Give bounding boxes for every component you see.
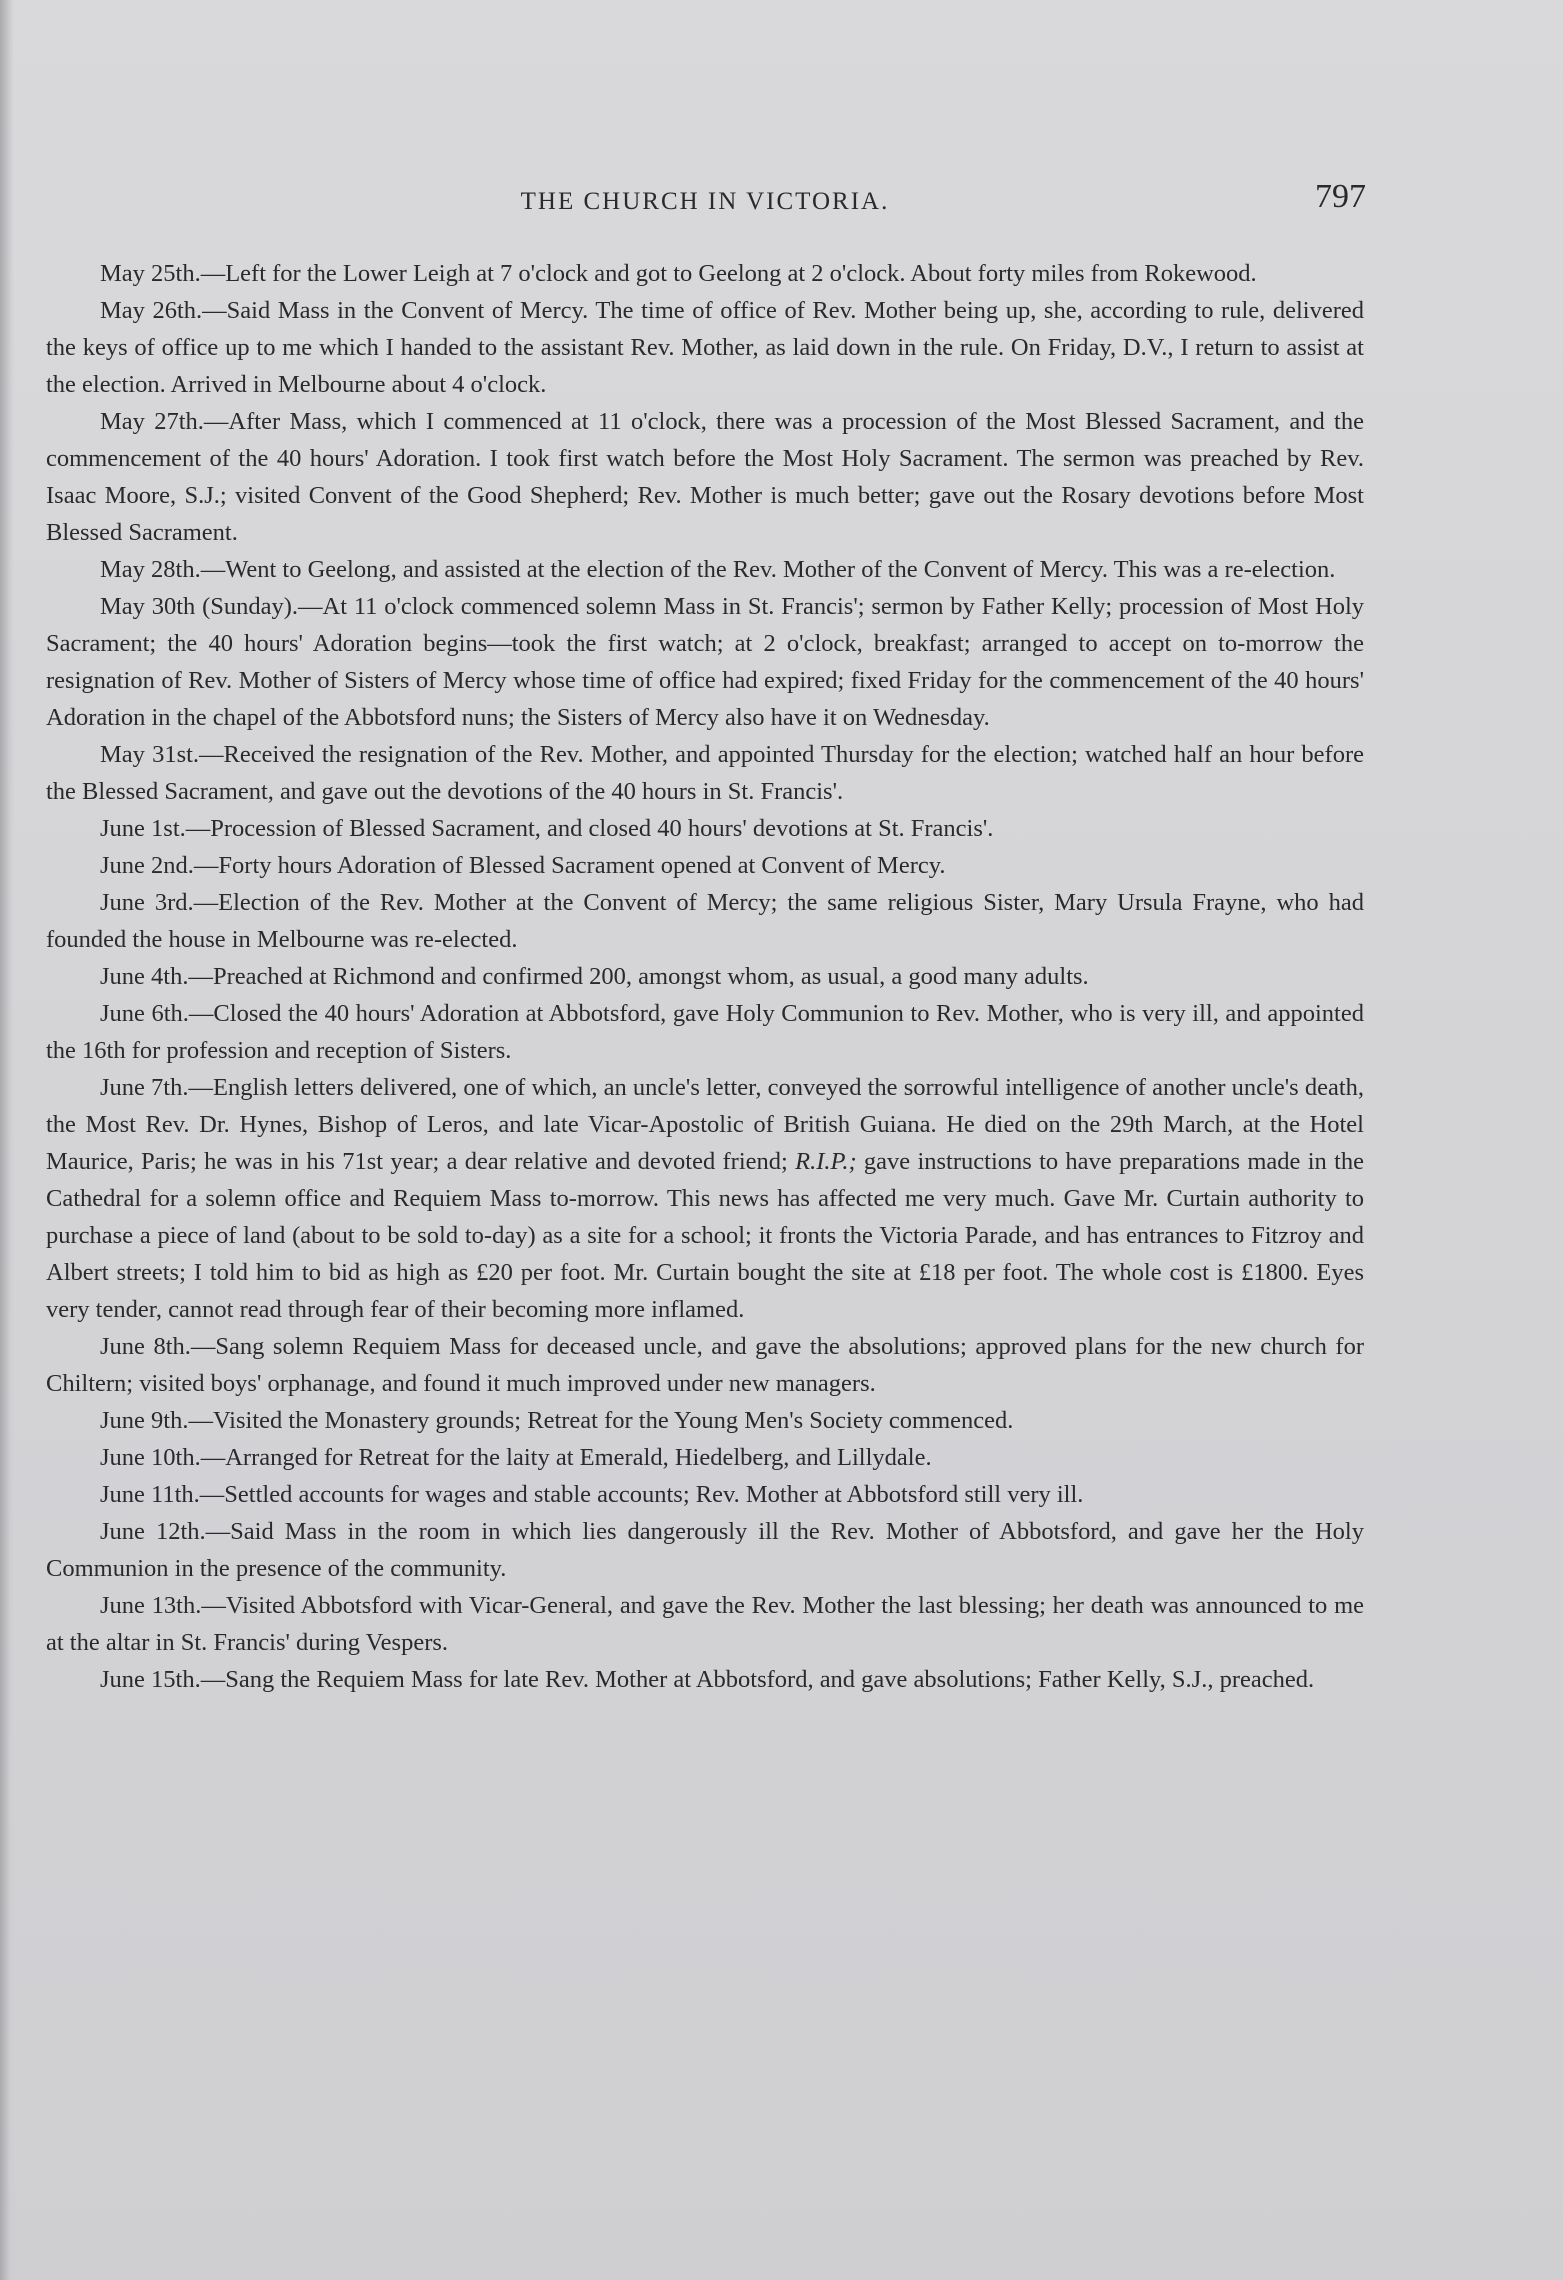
june-7-text-part-1: June 7th.—English letters delivered, one of which, an uncle's letter, conveyed the sorrowful intelligence of another uncle's death, the Most Rev. Dr. Hynes, Bishop of Leros, and late Vicar-Apostolic of British Guiana. He died on the 29th March, at the Hotel Maurice, Paris; he was in his 71st year; a dear relative and devoted friend; [46,1074,1364,1175]
diary-entry-june-3: June 3rd.—Election of the Rev. Mother at the Convent of Mercy; the same religious Sister, Mary Ursula Frayne, who had founded the house in Melbourne was re-elected. [46,889,1364,953]
diary-entry-june-10: June 10th.—Arranged for Retreat for the laity at Emerald, Hiedelberg, and Lillydale. [100,1444,932,1471]
rip-abbreviation: R.I.P.; [795,1148,857,1175]
diary-entry-june-9: June 9th.—Visited the Monastery grounds; Retreat for the Young Men's Society commenced. [100,1407,1014,1434]
diary-entry-may-25: May 25th.—Left for the Lower Leigh at 7 o'clock and got to Geelong at 2 o'clock. About forty miles from Rokewood. [100,260,1257,287]
diary-entry-june-7 [46,1069,1364,1328]
diary-entry-may-27: May 27th.—After Mass, which I commenced at 11 o'clock, there was a procession of the Most Blessed Sacrament, and the commencement of the 40 hours' Adoration. I took first watch before the Most Holy Sacrament. The sermon was preached by Rev. Isaac Moore, S.J.; visited Convent of the Good Shepherd; Rev. Mother is much better; gave out the Rosary devotions before Most Blessed Sacrament. [46,408,1364,546]
diary-entry-may-30: May 30th (Sunday).—At 11 o'clock commenced solemn Mass in St. Francis'; sermon by Father Kelly; procession of Most Holy Sacrament; the 40 hours' Adoration begins—took the first watch; at 2 o'clock, breakfast; arranged to accept on to-morrow the resignation of Rev. Mother of Sisters of Mercy whose time of office had expired; fixed Friday for the commencement of the 40 hours' Adoration in the chapel of the Abbotsford nuns; the Sisters of Mercy also have it on Wednesday. [46,593,1364,731]
diary-entry-may-26: May 26th.—Said Mass in the Convent of Mercy. The time of office of Rev. Mother being up, she, according to rule, delivered the keys of office up to me which I handed to the assistant Rev. Mother, as laid down in the rule. On Friday, D.V., I return to assist at the election. Arrived in Melbourne about 4 o'clock. [46,297,1364,398]
diary-entry-may-31: May 31st.—Received the resignation of the Rev. Mother, and appointed Thursday for the election; watched half an hour before the Blessed Sacrament, and gave out the devotions of the 40 hours in St. Francis'. [46,741,1364,805]
diary-text [46,255,1364,1698]
diary-entry-june-13: June 13th.—Visited Abbotsford with Vicar-General, and gave the Rev. Mother the last blessing; her death was announced to me at the altar in St. Francis' during Vespers. [46,1592,1364,1656]
diary-entry-may-28: May 28th.—Went to Geelong, and assisted at the election of the Rev. Mother of the Convent of Mercy. This was a re-election. [100,556,1336,583]
diary-entry-june-11: June 11th.—Settled accounts for wages and stable accounts; Rev. Mother at Abbotsford still very ill. [100,1481,1084,1508]
diary-entry-june-1: June 1st.—Procession of Blessed Sacrament, and closed 40 hours' devotions at St. Francis'. [100,815,994,842]
page-number: 797 [1315,178,1366,215]
diary-entry-june-12: June 12th.—Said Mass in the room in which lies dangerously ill the Rev. Mother of Abbotsford, and gave her the Holy Communion in the presence of the community. [46,1518,1364,1582]
diary-entry-june-2: June 2nd.—Forty hours Adoration of Blessed Sacrament opened at Convent of Mercy. [100,852,946,879]
june-7-text-part-2: gave instructions to have preparations made in the Cathedral for a solemn office and Requiem Mass to-morrow. This news has affected me very much. Gave Mr. Curtain authority to purchase a piece of land (about to be sold to-day) as a site for a school; it fronts the Victoria Parade, and has entrances to Fitzroy and Albert streets; I told him to bid as high as £20 per foot. Mr. Curtain bought the site at £18 per foot. The whole cost is £1800. Eyes very tender, cannot read through fear of their becoming more inflamed. [46,1148,1365,1323]
diary-entry-june-4: June 4th.—Preached at Richmond and confirmed 200, amongst whom, as usual, a good many adults. [100,963,1089,990]
diary-entry-june-8: June 8th.—Sang solemn Requiem Mass for deceased uncle, and gave the absolutions; approved plans for the new church for Chiltern; visited boys' orphanage, and found it much improved under new managers. [46,1333,1364,1397]
page-gutter-shadow [0,0,14,2280]
diary-entry-june-6: June 6th.—Closed the 40 hours' Adoration at Abbotsford, gave Holy Communion to Rev. Mother, who is very ill, and appointed the 16th for profession and reception of Sisters. [46,1000,1364,1064]
diary-entry-june-15: June 15th.—Sang the Requiem Mass for late Rev. Mother at Abbotsford, and gave absolutions; Father Kelly, S.J., preached. [100,1666,1315,1693]
running-title: THE CHURCH IN VICTORIA. [520,188,890,215]
